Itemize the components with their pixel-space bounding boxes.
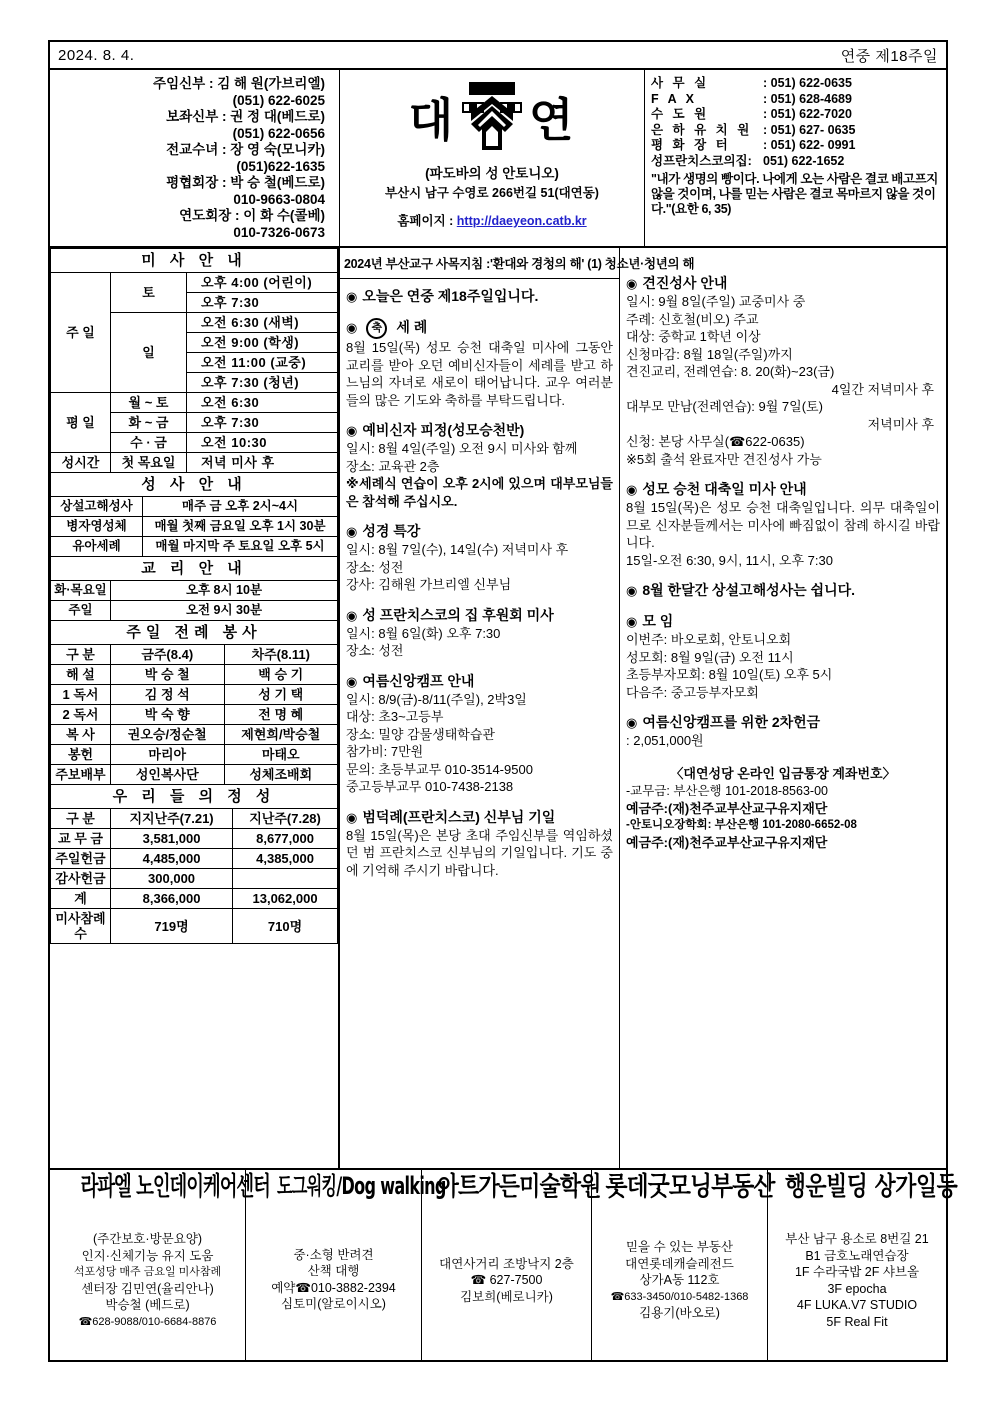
office-contact-row <box>651 138 940 154</box>
table-row <box>51 537 338 557</box>
bullet-icon <box>626 581 637 600</box>
office-contact-label: 사 무 실 <box>651 76 710 90</box>
ad-detail-line: 믿을 수 있는 부동산 <box>625 1240 734 1255</box>
table-header-row <box>51 809 338 829</box>
parish-contact-row <box>54 76 335 93</box>
notice-body-line: 대상: 초3~고등부 <box>346 709 444 724</box>
notice-body-line: 참가비: 7만원 <box>346 744 424 759</box>
notice-body-line: 8월 15일(목)은 본당 초대 주임신부를 역임하셨던 범 프란치스코 신부님의 기일입니다. 기도 중에 기억해 주시기 바랍니다. <box>346 827 613 878</box>
notice-block <box>626 581 940 600</box>
ad-business-name: 행운빌딩 상가일동 <box>784 1172 958 1202</box>
table-row <box>51 453 338 473</box>
notice-block <box>346 606 613 660</box>
notice-body-line: ※5회 출석 완료자만 견진성사 가능 <box>626 451 822 467</box>
notice-body-line: 다음주: 중고등부자모회 <box>626 684 759 700</box>
pastoral-guideline: 2024년 부산교구 사목지침 :'환대와 경청의 해' (1) 청소년·청년의 해 <box>340 252 619 279</box>
sacrament-table <box>50 472 338 557</box>
ad-detail-line: 인지·신체기능 유지 도움 <box>81 1248 214 1263</box>
notice-body-line: 견진교리, 전례연습: 8. 20(화)~23(금) <box>626 364 835 379</box>
ad-detail-line: 1F 수라국밥 2F 샤브올 <box>794 1265 920 1279</box>
notice-body-line: 장소: 교육관 2층 <box>346 458 440 474</box>
notice-body-line: : 2,051,000원 <box>626 733 704 748</box>
liturgy-cell: 봉헌 <box>51 745 111 765</box>
contact-phone: (051) 622-0656 <box>232 125 325 141</box>
patron-saint: (파도바의 성 안토니오) <box>425 166 559 181</box>
contact-phone: 010-7326-0673 <box>233 224 325 240</box>
parish-contact-phone-row <box>54 225 335 242</box>
notice-block <box>626 713 940 750</box>
notice-body-line: 문의: 초등부교무 010-3514-9500 <box>346 761 533 777</box>
logo-char-left: 대 <box>408 93 455 147</box>
cross-with-palm-icon <box>457 80 527 154</box>
offering-cell: 710명 <box>233 909 338 944</box>
schedule-tables <box>50 248 340 1168</box>
liturgy-cell: 박 승 철 <box>111 665 225 685</box>
office-contact-number: : 051) 622- 0991 <box>763 138 856 152</box>
office-contact-number: : 051) 622-7020 <box>763 107 852 121</box>
table-row <box>51 581 338 601</box>
advertisement <box>246 1170 446 1360</box>
notice-heading-text: 오늘은 연중 제18주일입니다. <box>362 288 539 304</box>
issue-date: 2024. 8. 4. <box>58 46 135 64</box>
parish-contact-row <box>54 208 335 225</box>
mass-day-cell: 화 ~ 금 <box>111 413 187 433</box>
mass-time-cell: 오후 7:30 <box>187 293 338 313</box>
notice-block <box>626 480 940 569</box>
liturgy-service-table <box>50 620 338 785</box>
office-contact-row <box>651 154 940 170</box>
liturgy-cell: 1 독서 <box>51 685 111 705</box>
homepage-link[interactable]: http://daeyeon.catb.kr <box>456 214 587 228</box>
contact-name: 박 승 철(베드로) <box>230 175 325 190</box>
ad-detail-line: 대연사거리 조방낙지 2층 <box>439 1256 574 1271</box>
account-line: 예금주:(재)천주교부산교구유지재단 <box>626 800 828 816</box>
bulletin-body <box>50 248 946 1170</box>
bullet-icon <box>346 287 357 306</box>
office-contact-row <box>651 123 940 139</box>
notice-body-line-right: 저녁미사 후 <box>867 416 934 432</box>
office-contact-number: : 051) 627- 0635 <box>763 122 856 137</box>
offering-cell: 8,677,000 <box>233 829 338 849</box>
bulletin-sheet <box>48 40 958 1362</box>
notice-heading <box>626 612 940 631</box>
offering-header-cell: 지지난주(7.21) <box>111 809 233 829</box>
notice-body-line: 일시: 8월 4일(주일) 오전 9시 미사와 함께 <box>346 441 578 456</box>
notice-body-line: 일시: 8월 6일(화) 오후 7:30 <box>346 625 501 641</box>
notice-heading <box>626 274 940 293</box>
office-contact-label: F A X <box>651 91 698 106</box>
offering-cell: 계 <box>51 889 111 909</box>
mass-time-cell: 오전 10:30 <box>187 433 338 453</box>
notice-heading-text: 성 프란치스코의 집 후원회 미사 <box>362 606 554 623</box>
ad-detail-line: ☎628-9088/010-6684-8876 <box>78 1315 217 1328</box>
table-row <box>51 497 338 517</box>
contact-name: 김 해 원(가브리엘) <box>217 76 325 91</box>
sacrament-title: 성 사 안 내 <box>51 473 338 497</box>
ad-details <box>771 1204 943 1357</box>
ad-detail-line: 대연롯데캐슬레전드 <box>625 1256 734 1271</box>
notice-heading <box>626 581 940 600</box>
masthead <box>50 70 946 248</box>
office-contact-number: : 051) 622-0635 <box>763 76 852 90</box>
notice-body-line: 장소: 밀양 감물생태학습관 <box>346 726 495 742</box>
notice-heading <box>346 672 613 691</box>
ad-detail-line: 산책 대행 <box>307 1264 360 1278</box>
notice-body-line: 신청마감: 8월 18일(주일)까지 <box>626 346 793 362</box>
notice-block <box>626 274 940 468</box>
liturgy-cell: 2 독서 <box>51 705 111 725</box>
notice-body-line: 강사: 김해원 가브리엘 신부님 <box>346 577 512 592</box>
notice-body-line: 신청: 본당 사무실(☎622-0635) <box>626 434 805 449</box>
parish-contact-phone-row <box>54 192 335 209</box>
ad-detail-line: ☎633-3450/010-5482-1368 <box>610 1290 749 1303</box>
notice-body-line: 15일-오전 6:30, 9시, 11시, 오후 7:30 <box>626 552 833 568</box>
table-row <box>51 869 338 889</box>
liturgy-cell: 주보배부 <box>51 765 111 785</box>
liturgy-table-title: 주일 전례 봉사 <box>51 621 338 645</box>
table-row <box>51 273 338 293</box>
account-line: -교무금: 부산은행 101-2018-8563-00 <box>626 783 828 798</box>
office-contact-row <box>651 107 940 123</box>
mass-time-cell: 오후 7:30 <box>187 413 338 433</box>
liturgy-cell: 성 기 택 <box>224 685 338 705</box>
contact-role: 연도회장 : <box>179 208 244 223</box>
parish-contact-phone-row <box>54 126 335 143</box>
notice-heading <box>346 808 613 827</box>
date-bar <box>50 42 946 70</box>
notice-body-line: 대상: 중학교 1학년 이상 <box>626 329 761 344</box>
ad-business-name: 아트가든미술학원 <box>437 1172 601 1202</box>
notice-block <box>346 318 613 409</box>
notice-block <box>626 612 940 701</box>
liturgy-cell: 제현희/박승철 <box>224 725 338 745</box>
mass-group-cell: 성시간 <box>51 453 111 473</box>
mass-day-cell: 일 <box>111 313 187 393</box>
offering-cell: 교 무 금 <box>51 829 111 849</box>
notice-heading <box>626 480 940 499</box>
sacrament-value: 매월 마지막 주 토요일 오후 5시 <box>143 537 338 557</box>
bullet-icon <box>346 672 357 691</box>
liturgy-cell: 백 승 기 <box>224 665 338 685</box>
mass-day-cell: 수 · 금 <box>111 433 187 453</box>
notice-body-line: 8월 15일(목) 성모 승천 대축일 미사에 그동안 교리를 받아 오던 예비신자들이 세례를 받고 하느님의 자녀로 새로이 태어납니다. 교우 여러분들의 많은 기도와 축하를 부탁드립니다. <box>346 340 613 408</box>
sacrament-value: 매주 금 오후 2시~4시 <box>143 497 338 517</box>
right-notice-column <box>620 248 946 1168</box>
advertisement-strip <box>50 1170 958 1360</box>
bullet-icon <box>626 713 637 732</box>
table-row <box>51 393 338 413</box>
notice-body-line: 장소: 성전 <box>346 559 404 575</box>
office-contact-number: 051) 622-1652 <box>763 153 845 168</box>
notice-body-line: 이번주: 바오로회, 안토니오회 <box>626 632 792 647</box>
sacrament-value: 매월 첫째 금요일 오후 1시 30분 <box>143 517 338 537</box>
contact-role: 보좌신부 : <box>166 109 231 124</box>
catechism-key: 주일 <box>51 601 111 621</box>
advertisement <box>422 1170 601 1360</box>
sacrament-key: 상설고해성사 <box>51 497 143 517</box>
mass-time-cell: 저녁 미사 후 <box>187 453 338 473</box>
table-row <box>51 685 338 705</box>
mass-time-cell: 오후 4:00 (어린이) <box>187 273 338 293</box>
ad-business-name: 라파엘 노인데이케어센터 <box>80 1172 270 1202</box>
notice-heading-text: 8월 한달간 상설고해성사는 쉽니다. <box>642 582 856 598</box>
parish-contact-phone-row <box>54 159 335 176</box>
table-row <box>51 909 338 944</box>
offering-table <box>50 784 338 944</box>
sacrament-key: 유아세례 <box>51 537 143 557</box>
ad-details <box>249 1202 418 1357</box>
bullet-icon <box>346 318 357 337</box>
offering-cell: 8,366,000 <box>111 889 233 909</box>
office-contact-row <box>651 76 940 92</box>
notice-heading-text: 범덕례(프란치스코) 신부님 기일 <box>362 808 556 825</box>
mass-table-title: 미 사 안 내 <box>51 249 338 273</box>
table-row <box>51 725 338 745</box>
liturgical-day: 연중 제18주일 <box>840 47 938 65</box>
offering-cell: 3,581,000 <box>111 829 233 849</box>
ad-detail-line: 4F LUKA.V7 STUDIO <box>796 1298 918 1312</box>
catechism-value: 오후 8시 10분 <box>111 581 338 601</box>
mass-schedule-table <box>50 248 338 473</box>
contact-phone: (051) 622-6025 <box>232 92 325 108</box>
notice-block <box>346 672 613 796</box>
ad-detail-line: ☎ 627-7500 <box>470 1273 543 1288</box>
ad-detail-line: B1 금호노래연습장 <box>805 1248 909 1263</box>
notice-body-line: 일시: 9월 8일(주일) 교중미사 중 <box>626 294 806 309</box>
notice-heading-text: 성경 특강 <box>362 523 421 539</box>
liturgy-cell: 성인복사단 <box>111 765 225 785</box>
catechism-key: 화·목요일 <box>51 581 111 601</box>
ad-detail-line: 센터장 김민연(율리안나) <box>81 1281 214 1296</box>
bullet-icon <box>346 421 357 440</box>
offering-cell: 미사참례수 <box>51 909 111 944</box>
ad-details <box>53 1204 242 1357</box>
ad-details <box>595 1204 764 1357</box>
bullet-icon <box>346 606 357 625</box>
advertisement <box>768 1170 958 1360</box>
mass-time-cell: 오전 6:30 (새벽) <box>187 313 338 333</box>
notice-block <box>346 808 613 880</box>
notice-body-line-right: 4일간 저녁미사 후 <box>831 381 934 397</box>
liturgy-header-cell: 차주(8.11) <box>224 645 338 665</box>
offering-cell: 719명 <box>111 909 233 944</box>
parish-identity <box>340 70 645 246</box>
notice-heading <box>346 522 613 541</box>
notice-heading-text: 성모 승천 대축일 미사 안내 <box>642 481 807 497</box>
homepage-label: 홈페이지 : <box>397 214 454 228</box>
liturgy-cell: 김 정 석 <box>111 685 225 705</box>
liturgy-header-cell: 금주(8.4) <box>111 645 225 665</box>
mass-day-cell: 첫 목요일 <box>111 453 187 473</box>
ad-detail-line: 중·소형 반려견 <box>293 1247 374 1262</box>
office-contact-label: 은 하 유 치 원 <box>651 122 753 137</box>
table-row <box>51 517 338 537</box>
ad-detail-line: 예약☎010-3882-2394 <box>271 1280 396 1295</box>
table-row <box>51 705 338 725</box>
parish-logo <box>340 74 644 160</box>
catechism-table <box>50 556 338 621</box>
liturgy-header-cell: 구 분 <box>51 645 111 665</box>
mass-time-cell: 오전 11:00 (교중) <box>187 353 338 373</box>
notice-body-line: 일시: 8월 7일(수), 14일(수) 저녁미사 후 <box>346 542 569 557</box>
ad-detail-line: 심토미(알로이시오) <box>281 1297 386 1311</box>
ad-business-name: 롯데굿모닝부동산 <box>605 1172 775 1202</box>
notice-body-line: 초등부자모회: 8월 10일(토) 오후 5시 <box>626 667 833 682</box>
offering-cell: 감사헌금 <box>51 869 111 889</box>
contact-role: 주임신부 : <box>153 76 218 91</box>
mass-day-cell: 토 <box>111 273 187 313</box>
account-line: -안토니오장학회: 부산은행 101-2080-6652-08 <box>626 818 857 831</box>
notice-heading-text: 예비신자 피정(성모승천반) <box>362 422 525 438</box>
bullet-icon <box>626 274 637 293</box>
bullet-icon <box>346 522 357 541</box>
contact-name: 이 화 수(콜베) <box>243 208 325 223</box>
parish-contact-phone-row <box>54 93 335 110</box>
offering-cell: 4,485,000 <box>111 849 233 869</box>
notice-heading <box>346 287 613 306</box>
offering-cell: 4,385,000 <box>233 849 338 869</box>
mass-group-cell: 평 일 <box>51 393 111 453</box>
bullet-icon <box>626 612 637 631</box>
notice-body-line: 8월 15일(목)은 성모 승천 대축일입니다. 의무 대축일이므로 신자분들께서는 미사에 빠짐없이 참례 하시길 바랍니다. <box>626 500 940 550</box>
notice-body-line: 장소: 성전 <box>346 643 404 658</box>
ad-detail-line: 김용기(바오로) <box>639 1306 720 1321</box>
contact-phone: 010-9663-0804 <box>233 191 325 207</box>
ad-detail-line: 상가A동 112호 <box>639 1273 720 1288</box>
notice-body-line-bold: ※세례식 연습이 오후 2시에 있으며 대부모님들은 참석해 주십시오. <box>346 476 613 509</box>
office-contact-label: 평 화 장 터 <box>651 138 731 152</box>
notice-heading-text: 세 례 <box>396 319 428 335</box>
liturgy-cell: 성체조배회 <box>224 765 338 785</box>
liturgy-cell: 박 숙 향 <box>111 705 225 725</box>
offering-cell: 300,000 <box>111 869 233 889</box>
table-row <box>51 665 338 685</box>
office-contact-number: : 051) 628-4689 <box>763 91 852 106</box>
notice-block <box>346 522 613 594</box>
ad-details <box>425 1204 588 1357</box>
table-header-row <box>51 645 338 665</box>
table-row <box>51 765 338 785</box>
advertisement <box>50 1170 270 1360</box>
offering-cell: 주일헌금 <box>51 849 111 869</box>
account-box <box>626 764 940 851</box>
sacrament-key: 병자영성체 <box>51 517 143 537</box>
catechism-title: 교 리 안 내 <box>51 557 338 581</box>
notice-heading <box>346 421 613 440</box>
table-row <box>51 745 338 765</box>
contact-role: 전교수녀 : <box>166 142 231 157</box>
contact-name: 장 영 숙(모니카) <box>230 142 325 157</box>
ad-detail-line: 김보희(베로니카) <box>460 1289 553 1304</box>
account-title: 〈대연성당 온라인 입금통장 계좌번호〉 <box>670 765 896 781</box>
mass-day-cell: 월 ~ 토 <box>111 393 187 413</box>
parish-contact-row <box>54 109 335 126</box>
liturgy-cell: 전 명 혜 <box>224 705 338 725</box>
ad-detail-line: 3F epocha <box>827 1281 887 1296</box>
catechism-value: 오전 9시 30분 <box>111 601 338 621</box>
liturgy-cell: 복 사 <box>51 725 111 745</box>
offering-header-cell: 지난주(7.28) <box>233 809 338 829</box>
bullet-icon <box>626 480 637 499</box>
table-row <box>51 601 338 621</box>
mass-group-cell: 주 일 <box>51 273 111 393</box>
notice-heading-text: 모 임 <box>642 613 674 629</box>
parish-contacts <box>50 70 340 246</box>
notice-heading-text: 견진성사 안내 <box>642 275 728 291</box>
notice-body-line: 중고등부교무 010-7438-2138 <box>346 779 514 794</box>
table-row <box>51 889 338 909</box>
offering-header-cell: 구 분 <box>51 809 111 829</box>
parish-contact-row <box>54 142 335 159</box>
ad-business-name: 도그워킹/Dog walking <box>277 1172 446 1200</box>
homepage-row <box>340 211 644 229</box>
office-contacts <box>645 70 946 246</box>
contact-name: 권 정 대(베드로) <box>230 109 325 124</box>
advertisement <box>592 1170 775 1360</box>
ad-detail-line: 석포성당 매주 금요일 미사참례 <box>73 1266 222 1278</box>
offering-cell: 13,062,000 <box>233 889 338 909</box>
liturgy-cell: 해 설 <box>51 665 111 685</box>
offering-cell <box>233 869 338 889</box>
notice-body-line: 성모회: 8월 9일(금) 오전 11시 <box>626 649 794 665</box>
gospel-verse: "내가 생명의 빵이다. 나에게 오는 사람은 결코 배고프지 않을 것이며, 나를 믿는 사람은 결코 목마르지 않을 것이다."(요한 6, 35) <box>651 172 938 216</box>
office-contact-row <box>651 92 940 108</box>
parish-address: 부산시 남구 수영로 266번길 51(대연동) <box>385 186 599 200</box>
contact-role: 평협회장 : <box>166 175 231 190</box>
table-row <box>51 829 338 849</box>
account-line: 예금주:(재)천주교부산교구유지재단 <box>626 834 828 850</box>
ad-detail-line: 5F Real Fit <box>826 1314 888 1329</box>
notice-heading-text: 여름신앙캠프를 위한 2차헌금 <box>642 714 821 730</box>
bullet-icon <box>346 808 357 827</box>
notice-heading-text: 여름신앙캠프 안내 <box>362 672 475 689</box>
parish-contact-row <box>54 175 335 192</box>
notice-heading <box>626 713 940 732</box>
ad-detail-line: (주간보호·방문요양) <box>92 1232 203 1246</box>
mass-time-cell: 오후 7:30 (청년) <box>187 373 338 393</box>
mass-time-cell: 오전 9:00 (학생) <box>187 333 338 353</box>
celebration-badge-icon: 축 <box>366 318 387 339</box>
table-row <box>51 849 338 869</box>
office-contact-label: 수 도 원 <box>651 107 710 121</box>
liturgy-cell: 권오승/정순철 <box>111 725 225 745</box>
office-contact-label: 성프란치스코의집: <box>651 153 752 168</box>
contact-phone: (051)622-1635 <box>236 158 325 174</box>
liturgy-cell: 마리아 <box>111 745 225 765</box>
offering-table-title: 우 리 들 의 정 성 <box>51 785 338 809</box>
notice-heading <box>346 318 613 339</box>
mass-time-cell: 오전 6:30 <box>187 393 338 413</box>
notice-body-line: 주례: 신호철(비오) 주교 <box>626 311 759 327</box>
ad-detail-line: 부산 남구 용소로 8번길 21 <box>785 1232 929 1246</box>
notice-heading <box>346 606 613 625</box>
notice-body-line: 대부모 만남(전례연습): 9월 7일(토) <box>626 399 823 414</box>
notice-block <box>346 421 613 510</box>
ad-detail-line: 박승철 (베드로) <box>105 1298 190 1312</box>
logo-char-right: 연 <box>529 93 576 147</box>
liturgy-cell: 마태오 <box>224 745 338 765</box>
notice-body-line: 일시: 8/9(금)-8/11(주일), 2박3일 <box>346 691 527 707</box>
notice-block <box>346 287 613 306</box>
